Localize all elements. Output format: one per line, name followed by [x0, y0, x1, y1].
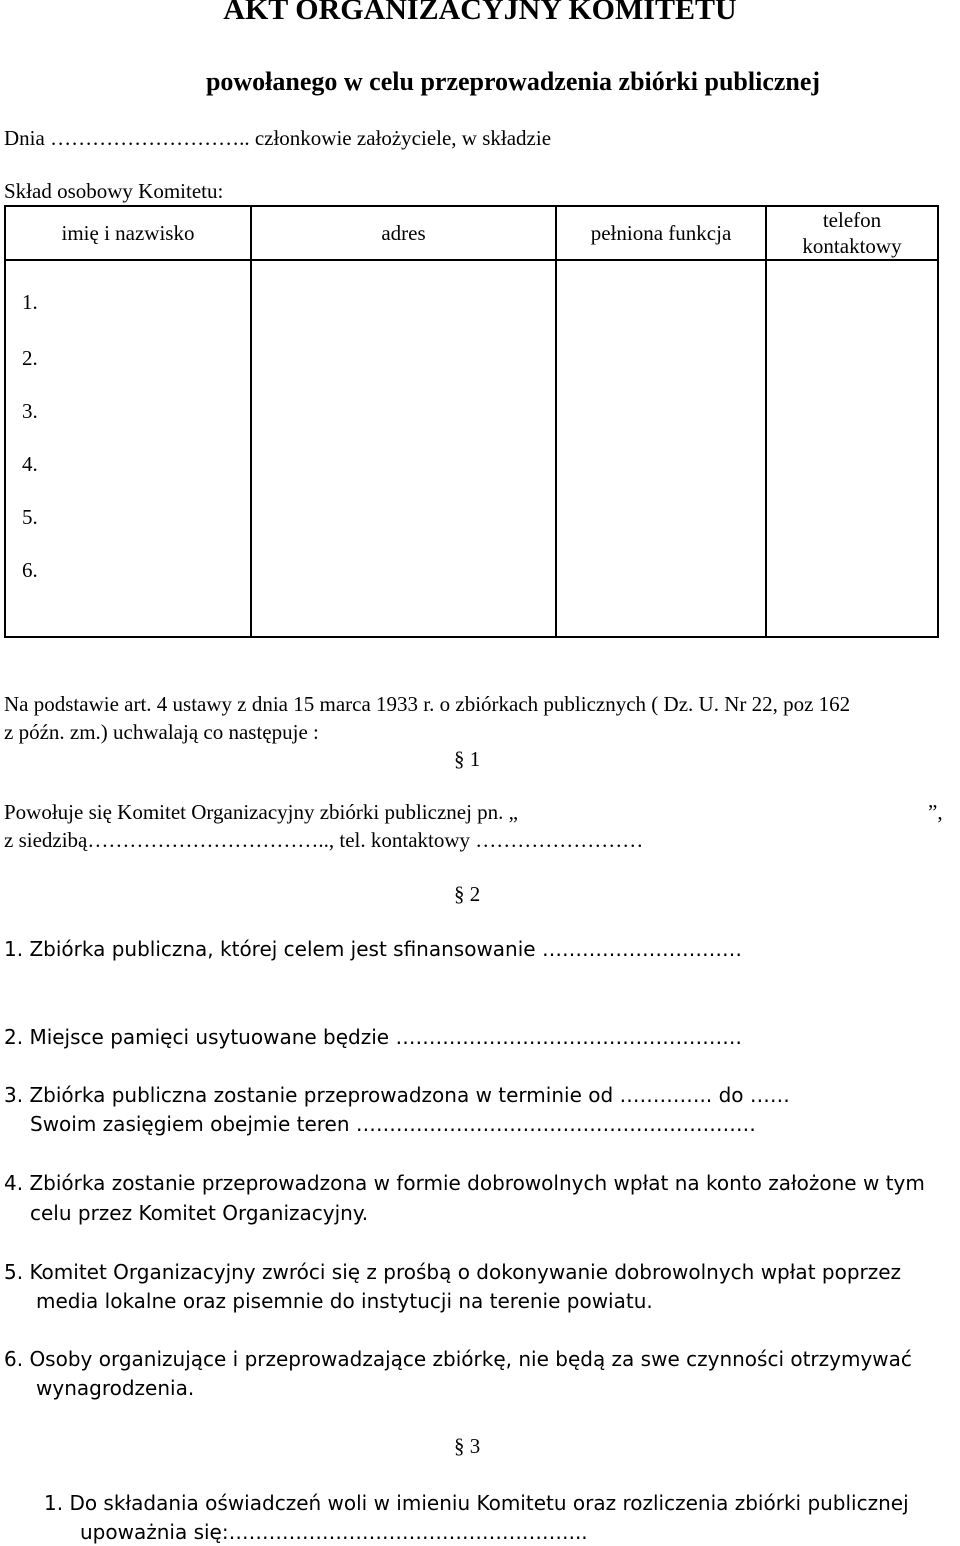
section-2-item-2: 2. Miejsce pamięci usytuowane będzie ……………………………………………. [4, 1025, 742, 1049]
section-1-line-2: z siedzibą…………………………….., tel. kontaktowy …………………… [4, 828, 644, 852]
legal-basis-line-2: z późn. zm.) uchwalają co następuje : [4, 720, 319, 744]
section-2-item-4-cont: celu przez Komitet Organizacyjny. [30, 1201, 369, 1225]
row-number-1: 1. [22, 290, 38, 314]
row-number-6: 6. [22, 558, 38, 582]
date-line: Dnia ……………………….. członkowie założyciele, w składzie [4, 126, 552, 150]
row-number-2: 2. [22, 346, 38, 370]
section-2-heading: § 2 [454, 882, 481, 906]
section-2-item-6: 6. Osoby organizujące i przeprowadzające zbiórkę, nie będą za swe czynności otrzymywać [4, 1347, 912, 1371]
section-3-item-1-cont: upoważnia się:……………………………………………... [80, 1520, 588, 1544]
section-1-line-1: Powołuje się Komitet Organizacyjny zbiórki publicznej pn. „ [4, 800, 518, 824]
row-number-3: 3. [22, 399, 38, 423]
section-2-item-5-cont: media lokalne oraz pisemnie do instytucji na terenie powiatu. [36, 1289, 653, 1313]
header-function: pełniona funkcja [590, 221, 732, 245]
section-3-item-1: 1. Do składania oświadczeń woli w imieniu Komitetu oraz rozliczenia zbiórki publicznej [44, 1491, 909, 1515]
composition-label: Skład osobowy Komitetu: [4, 179, 224, 203]
section-2-item-3-cont: Swoim zasięgiem obejmie teren …………………………………………………… [30, 1112, 756, 1136]
legal-basis-line-1: Na podstawie art. 4 ustawy z dnia 15 marca 1933 r. o zbiórkach publicznych ( Dz. U. Nr 22, poz 162 [4, 692, 851, 716]
section-2-item-1: 1. Zbiórka publiczna, której celem jest sfinansowanie ………………………… [4, 937, 742, 961]
document-title: AKT ORGANIZACYJNY KOMITETU [223, 0, 737, 26]
section-3-heading: § 3 [454, 1434, 481, 1458]
header-name: imię i nazwisko [61, 221, 195, 245]
section-2-item-4: 4. Zbiórka zostanie przeprowadzona w formie dobrowolnych wpłat na konto założone w tym [4, 1171, 925, 1195]
document-subtitle: powołanego w celu przeprowadzenia zbiórki publicznej [205, 67, 821, 96]
section-2-item-6-cont: wynagrodzenia. [36, 1376, 195, 1400]
section-2-item-5: 5. Komitet Organizacyjny zwróci się z prośbą o dokonywanie dobrowolnych wpłat poprzez [4, 1260, 902, 1284]
section-2-item-3: 3. Zbiórka publiczna zostanie przeprowadzona w terminie od ………….. do …… [4, 1083, 790, 1107]
section-1-heading: § 1 [454, 747, 481, 771]
row-number-4: 4. [22, 452, 38, 476]
header-phone: telefon kontaktowy [802, 208, 902, 258]
header-address: adres [381, 221, 426, 245]
section-1-line-1-end: ”, [928, 800, 943, 824]
row-number-5: 5. [22, 505, 38, 529]
